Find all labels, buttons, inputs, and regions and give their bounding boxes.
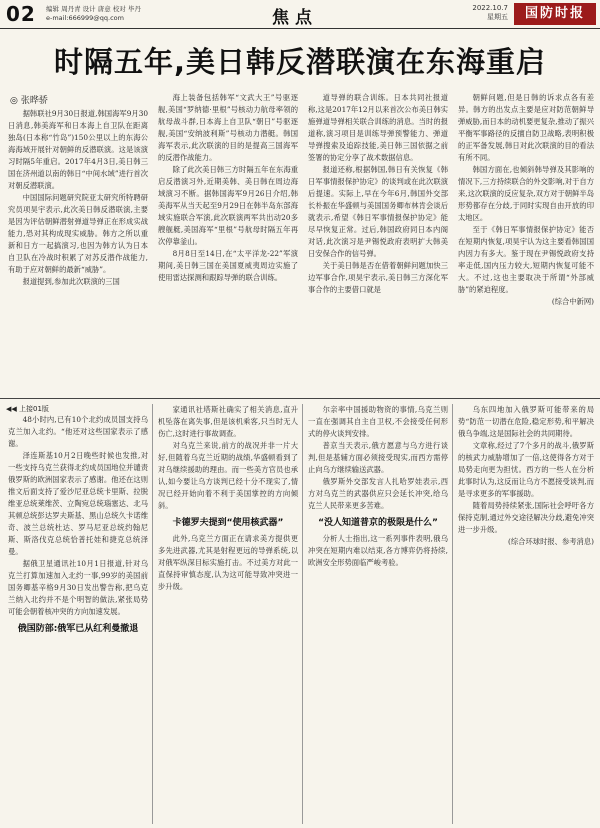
paragraph: 48小时内,已有10个北约成员国支持乌克兰加入北约。“他还对这些国家表示了感谢。 <box>8 415 148 448</box>
paragraph: 家通讯社塔斯社确实了相关消息,直升机坠落在离失事,但是该机乘客,只当时无人伤亡,这时进行事故调查。 <box>158 405 298 438</box>
subhead-putin-limit: “没人知道普京的极限是什么” <box>318 518 438 528</box>
paragraph: 俄罗斯外交部发言人扎哈罗娃表示,西方对乌克兰的武器供应只会延长冲突,给乌克兰人民带来更多苦难。 <box>308 477 448 510</box>
bottom-column-4 <box>458 404 594 824</box>
issue-weekday: 星期五 <box>487 13 508 21</box>
paragraph: (综合环球时报、参考消息) <box>508 537 594 546</box>
paragraph: 对乌克兰来说,前方的战况并非一片大好,但随着乌克兰近期的战绩,华盛顿看到了对乌继续援助的理由。而一些美方官员也承认,如今要让乌方谈判已经十分不现实了,情况已经开始向着不利于美国掌控的方向倾斜。 <box>158 441 298 510</box>
newspaper-logo: 国防时报 <box>514 3 596 25</box>
continuation-label: ◀◀ 上接01版 <box>6 405 49 413</box>
article-headline: 时隔五年,美日韩反潜联演在东海重启 <box>53 45 547 79</box>
paragraph: 关于美日韩是否在借着朝鲜问题加快三边军事合作,项昊宇表示,美日韩三方深化军事合作的主要借口就是 <box>308 261 448 294</box>
credits-email: e-mail:666999@qq.com <box>46 14 124 22</box>
credits-names: 编辑 周丹青 设计 唐意 校对 毕丹 <box>46 5 141 13</box>
column-rule <box>152 404 153 824</box>
byline <box>10 93 48 106</box>
issue-date-day: 2022.10.7 <box>472 4 508 12</box>
byline-marker: ◎ <box>10 96 18 106</box>
paragraph: 分析人士指出,这一系列事件表明,俄乌冲突在短期内难以结束,各方博弈仍将持续,欧洲安全形势面临严峻考验。 <box>308 534 448 567</box>
paragraph: 泽连斯基10月2日晚些时候也发推,对一些支持乌克兰获得北约成员国地位并谴责俄罗斯的欧洲国家表示了感谢。他还在这则推文后面支持了爱沙尼亚总统卡里斯、拉脱维亚总统莱维茨、立陶宛总统瑙塞达、北马其顿总统彭达罗夫斯基、黑山总统久卡诺维奇、波兰总统杜达、罗马尼亚总统约翰尼斯、斯洛伐克总统恰普托娃和捷克总统泽曼。 <box>8 451 148 556</box>
bottom-column-1 <box>8 414 148 824</box>
article-column-3 <box>308 92 448 393</box>
article-column-1 <box>8 108 148 393</box>
paragraph: 海上装备包括韩军“文武大王”号驱逐舰,美国“罗纳德·里根”号核动力航母率领的航母战斗群,日本海上自卫队“朝日”号驱逐舰,美国“安纳波利斯”号核动力潜艇。韩国海军表示,此次联演的目的是提高三国海军的反潜作战能力。 <box>158 93 298 162</box>
paragraph: 据韩联社9月30日报道,韩国海军9月30日消息,韩美海军和日本海上自卫队在距离独岛(日本称“竹岛”)150公里以上的东海公海海域开展针对朝鲜的反潜联演。这是该演习时隔5年重启。2017年4月3日,美日韩三国在济州道以南的韩日“中间水域”进行首次对朝反潜联演。 <box>8 109 148 190</box>
column-rule <box>452 404 453 824</box>
paragraph: 除了此次美日韩三方时隔五年在东海重启反潜演习外,近期美韩、美日韩在周边海域演习不断。据韩国海军9月26日介绍,韩美海军从当天起至9月29日在韩半岛东部海域实施联合军演,此次联演两军共出动20多艘舰艇,美国海军“里根”号航母时隔五年再次停靠釜山。 <box>158 165 298 246</box>
bottom-column-3 <box>308 404 448 824</box>
paragraph: 乌东四地加入俄罗斯可能带来的局势“防范一切潜在危险,稳定形势,和平解决俄乌争端,这是国际社会的共同期待。 <box>458 405 594 438</box>
paragraph: 据俄卫星通讯社10月1日报道,针对乌克兰打算加速加入北约一事,99岁的美国前国务卿基辛格9月30日发出警告称,把乌克兰纳入北约并不是个明智的做法,紧张局势可能会朝着核冲突的方向加速发展。 <box>8 559 148 616</box>
paragraph: 尔亲率中国援助物资的事情,乌克兰则一直在强调其自主自卫权,不会接受任何形式的停火谈判安排。 <box>308 405 448 438</box>
paragraph: 朝鲜问题,但是日韩的诉求点各有差异。韩方的出发点主要是应对防范朝鲜导弹威胁,而日本的动机要更复杂,推动了振兴平衡军事路径的反擅自防卫战略,表明积极的正军备发展,韩日对此次联演的目的看法有所不同。 <box>458 93 594 162</box>
paragraph: 道导弹的联合训练。日本共同社报道称,这是2017年12月以来首次公布美日韩实施弹道导弹相关联合训练的消息。当时的报道称,演习项目是训练导弹预警能力、弹道导弹搜索及追踪技能,美日韩三国依据之前签署的协定分享了战术数据信息。 <box>308 93 448 162</box>
paragraph: 韩国方面在,也倾斜韩导弹及其影响的情况下,三方持续联合的外交影响,对于自方来,这次联演的反应复杂,双方对于朝鲜半岛形势都存在分歧,于同时实现自由开放的印太地区。 <box>458 165 594 222</box>
paragraph: (综合中新网) <box>551 297 594 306</box>
editor-credits <box>46 5 141 23</box>
page-header <box>0 0 600 29</box>
subhead-kadyrov: 卡德罗夫提到“使用核武器” <box>172 518 284 528</box>
paragraph: 报道提到,参加此次联演的三国 <box>22 277 120 286</box>
column-rule <box>302 404 303 824</box>
paragraph: 8月8日至14日,在“太平洋龙-22”军演期间,美日韩三国在美国夏威夷周边实施了使用雷达探测和跟踪导弹的联合训练。 <box>158 249 298 282</box>
article-column-2 <box>158 92 298 393</box>
byline-author: 张晔骄 <box>20 96 48 106</box>
paragraph: 中国国际问题研究院亚太研究所特聘研究员项昊宇表示,此次美日韩反潜联演,主要是因为评估朝鲜潜射弹道导弹正在形成实战能力,恐对其构成现实威胁。韩方之所以重新和日方一起搞演习,也因为韩方认为日本自卫队在冷战时积累了对苏反潜作战能力,有助于应对朝鲜的最新“威胁”。 <box>8 193 148 274</box>
article-column-4 <box>458 92 594 393</box>
paragraph: 至于《韩日军事情报保护协定》能否在短期内恢复,项昊宇认为这主要看韩国国内因力有多大。鉴于现在尹锡悦政府支持率走低,国内压力较大,短期内恢复可能不大。不过,这也主要取决于所谓“外部威胁”的紧迫程度。 <box>458 225 594 294</box>
paragraph: 文章称,经过了7个多月的战斗,俄罗斯的核武力威胁增加了一倍,这使得各方对于局势走向更为担忧。西方的一些人在分析此事时认为,这反而让乌方不愿接受谈判,而是寻求更多的军事援助。 <box>458 441 594 498</box>
section-title: 焦点 <box>272 8 318 28</box>
bottom-column-2 <box>158 404 298 824</box>
paragraph: 随着局势持续紧张,国际社会呼吁各方保持克制,通过外交途径解决分歧,避免冲突进一步升级。 <box>458 501 594 534</box>
paragraph: 报道还称,根据韩国,韩日有关恢复《韩日军事情报保护协定》的谈判或在此次联演后提速。实际上,早在今年6月,韩国外交部长朴振在华盛顿与美国国务卿布林肯会谈后就表示,希望《韩日军事情报保护协定》能尽早恢复正常。过后,韩国政府同日本内阁对话,此次演习是尹锡悦政府表明扩大韩美日安保合作的信号弹。 <box>308 165 448 258</box>
paragraph: 普京当天表示,俄方愿意与乌方进行谈判,但是基辅方面必须接受现实,而西方需停止向乌方继续输送武器。 <box>308 441 448 474</box>
page-number: 02 <box>6 2 36 26</box>
paragraph: 此外,乌克兰方面正在请求美方提供更多先进武器,尤其是射程更远的导弹系统,以对俄军纵深目标实施打击。不过美方对此一直保持审慎态度,认为这可能导致冲突进一步升级。 <box>158 534 298 591</box>
issue-date <box>468 4 508 22</box>
section-divider <box>0 398 600 399</box>
subhead-russian-mod: 俄国防部:俄军已从红利曼撤退 <box>17 624 139 634</box>
